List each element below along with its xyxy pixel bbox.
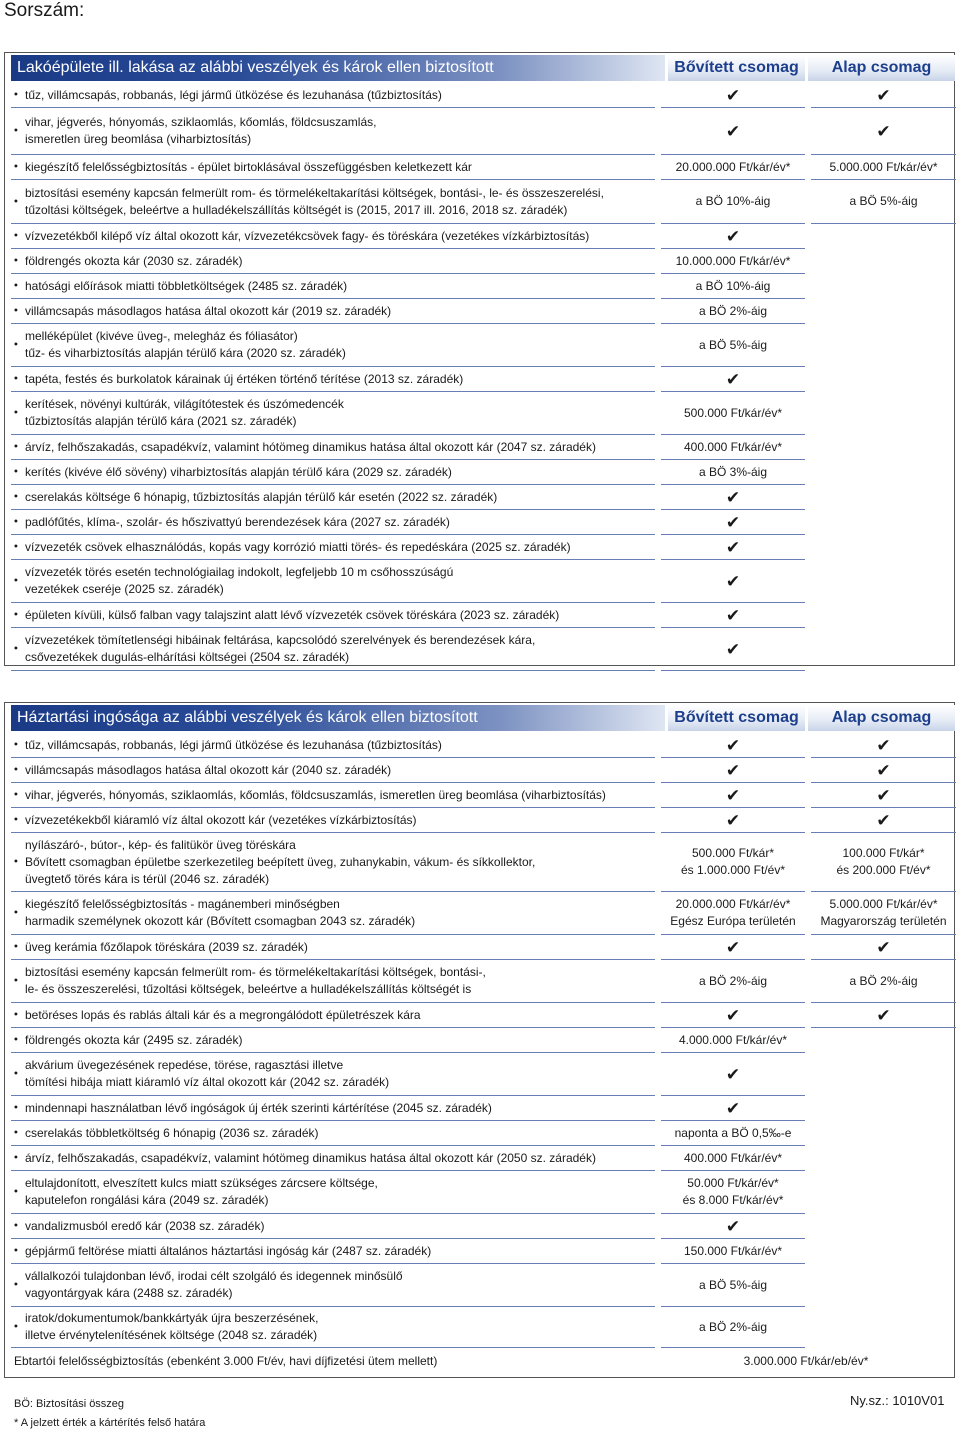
row-description	[11, 1053, 655, 1096]
cell-value: és 8.000 Ft/kár/év*	[682, 1193, 784, 1207]
cell-value: a BÖ 2%-áig	[698, 973, 768, 988]
description-line: • tapéta, festés és burkolatok kárainak új értéken történő térítése (2013 sz. záradék)	[25, 371, 464, 386]
row-description	[11, 1171, 655, 1214]
basic-cell	[811, 808, 956, 833]
building-coverage-table	[4, 52, 955, 666]
extended-cell	[661, 960, 805, 1003]
row-value: 3.000.000 Ft/kár/eb/év*	[743, 1354, 869, 1368]
row-description	[11, 510, 655, 535]
description-line: • hatósági előírások miatti többletköltségek (2485 sz. záradék)	[25, 278, 348, 293]
cell-value: a BÖ 2%-áig	[698, 303, 768, 318]
table-row	[11, 935, 951, 960]
table-row	[11, 560, 951, 603]
basic-cell	[811, 1264, 956, 1307]
basic-cell	[811, 535, 956, 560]
extended-cell	[661, 808, 805, 833]
check-icon: ✔	[876, 760, 891, 780]
extended-cell	[661, 155, 805, 180]
row-description	[11, 1239, 655, 1264]
basic-cell	[811, 1171, 956, 1214]
section-header-household: Háztartási ingósága az alábbi veszélyek és károk ellen biztosított	[11, 705, 665, 731]
cell-value: 5.000.000 Ft/kár/év*	[829, 159, 938, 174]
check-icon: ✔	[725, 487, 741, 507]
check-icon: ✔	[876, 1005, 891, 1025]
extended-cell	[661, 108, 805, 155]
extended-cell	[661, 510, 805, 535]
basic-cell	[811, 560, 956, 603]
check-icon: ✔	[725, 121, 741, 141]
basic-cell	[811, 1053, 956, 1096]
row-description	[11, 155, 655, 180]
page-title: Sorszám:	[4, 0, 85, 21]
basic-cell	[811, 1003, 956, 1028]
check-icon: ✔	[725, 810, 741, 830]
extended-cell	[661, 1264, 805, 1307]
description-line: • vízvezetékekből kiáramló víz által okozott kár (vezetékes vízkárbiztosítás)	[25, 812, 417, 827]
description-line: • iratok/dokumentumok/bankkártyák újra beszerzésének,	[25, 1311, 319, 1325]
table-row	[11, 274, 951, 299]
check-icon: ✔	[725, 1064, 741, 1084]
row-description	[11, 249, 655, 274]
table-row	[11, 758, 951, 783]
description-line: • tűz, villámcsapás, robbanás, légi jármű ütközése és lezuhanása (tűzbiztosítás)	[25, 87, 442, 102]
check-icon: ✔	[725, 639, 741, 659]
description-line: • kiegészítő felelősségbiztosítás - épület birtoklásával összefüggésben keletkezett kár	[25, 159, 472, 174]
check-icon: ✔	[725, 512, 741, 532]
extended-cell	[661, 1307, 805, 1348]
col-header-basic: Alap csomag	[808, 55, 955, 81]
row-description	[11, 892, 655, 935]
cell-value: 500.000 Ft/kár/év*	[683, 405, 783, 420]
basic-cell	[811, 1121, 956, 1146]
table-row	[11, 435, 951, 460]
row-description	[11, 628, 655, 671]
row-description	[11, 833, 655, 892]
check-icon: ✔	[725, 226, 741, 246]
description-line: • árvíz, felhőszakadás, csapadékvíz, valamint hótömeg dinamikus hatása által okozott kár (2050 sz. záradék)	[25, 1150, 596, 1165]
row-description	[11, 783, 655, 808]
cell-value: Magyarország területén	[820, 914, 947, 928]
row-description	[11, 224, 655, 249]
extended-cell	[661, 367, 805, 392]
cell-value: 500.000 Ft/kár*	[691, 846, 775, 860]
check-icon: ✔	[725, 537, 741, 557]
extended-cell	[661, 392, 805, 435]
row-description	[11, 1146, 655, 1171]
document-code: Ny.sz.: 1010V01	[850, 1393, 945, 1408]
table-row	[11, 808, 951, 833]
cell-value: 100.000 Ft/kár*	[842, 846, 925, 860]
description-line: vagyontárgyak kára (2488 sz. záradék)	[25, 1286, 233, 1300]
cell-value: 10.000.000 Ft/kár/év*	[675, 253, 791, 268]
description-line: le- és összeszerelési, tűzoltási költségek, beleértve a hulladékelszállítás költségét is	[25, 982, 472, 996]
basic-cell	[811, 180, 956, 224]
row-description	[11, 960, 655, 1003]
table-row	[11, 833, 951, 892]
description-line: tűz- és viharbiztosítás alapján térülő kára (2020 sz. záradék)	[25, 346, 346, 360]
table-row	[11, 367, 951, 392]
basic-cell	[811, 324, 956, 367]
check-icon: ✔	[876, 121, 891, 141]
description-line: Bővített csomagban épületbe szerkezetileg beépített üveg, zuhanykabin, vákum- és síkkollektor,	[25, 854, 536, 869]
check-icon: ✔	[876, 785, 891, 805]
row-description	[11, 367, 655, 392]
extended-cell	[661, 1146, 805, 1171]
basic-cell	[811, 1146, 956, 1171]
footnote-asterisk: * A jelzett érték a kártérítés felső határa	[14, 1417, 206, 1429]
description-line: üvegtető törés kára is térül (2046 sz. záradék)	[25, 871, 270, 886]
description-line: kaputelefon rongálási kára (2049 sz. záradék)	[25, 1193, 269, 1207]
row-description	[11, 83, 655, 108]
extended-cell	[661, 180, 805, 224]
check-icon: ✔	[725, 735, 741, 755]
description-line: • vízvezetékek tömítetlenségi hibáinak feltárása, kapcsolódó szerelvények és berendezések kára,	[25, 633, 536, 647]
extended-cell	[661, 1121, 805, 1146]
extended-cell	[661, 274, 805, 299]
description-line: • vandalizmusból eredő kár (2038 sz. záradék)	[25, 1218, 265, 1233]
extended-cell	[661, 733, 805, 758]
extended-cell	[661, 560, 805, 603]
extended-cell	[661, 83, 805, 108]
table-row	[11, 155, 951, 180]
description-line: • vihar, jégverés, hónyomás, sziklaomlás, kőomlás, földcsuszamlás,	[25, 115, 377, 129]
basic-cell	[811, 1307, 956, 1348]
basic-cell	[811, 299, 956, 324]
extended-cell	[661, 1053, 805, 1096]
col-header-extended: Bővített csomag	[668, 55, 805, 81]
extended-cell	[661, 892, 805, 935]
extended-cell	[661, 485, 805, 510]
cell-value: 5.000.000 Ft/kár/év*	[829, 897, 938, 911]
extended-cell	[661, 935, 805, 960]
row-description	[11, 1003, 655, 1028]
cell-value: 50.000 Ft/kár/év*	[687, 1176, 779, 1190]
row-description	[11, 1307, 655, 1348]
table-row	[11, 960, 951, 1003]
description-line: • vízvezeték törés esetén technológiailag indokolt, legfeljebb 10 m csőhosszúságú	[25, 565, 454, 579]
basic-cell	[811, 833, 956, 892]
table-row	[11, 1239, 951, 1264]
cell-value: naponta a BÖ 0,5‰-e	[674, 1125, 792, 1140]
extended-cell	[661, 224, 805, 249]
basic-cell	[811, 392, 956, 435]
table-row	[11, 249, 951, 274]
description-line: • villámcsapás másodlagos hatása által okozott kár (2040 sz. záradék)	[25, 762, 392, 777]
cell-value: és 1.000.000 Ft/év*	[680, 863, 786, 877]
dog-liability-row	[11, 1348, 951, 1374]
table-header	[11, 705, 954, 731]
basic-cell	[811, 224, 956, 249]
description-line: illetve érvénytelenítésének költsége (2048 sz. záradék)	[25, 1328, 318, 1342]
description-line: • tűz, villámcsapás, robbanás, légi jármű ütközése és lezuhanása (tűzbiztosítás)	[25, 737, 442, 752]
extended-cell	[661, 460, 805, 485]
extended-cell	[661, 603, 805, 628]
description-line: • betöréses lopás és rablás általi kár és a megrongálódott épületrészek kára	[25, 1007, 421, 1022]
cell-value: a BÖ 2%-áig	[698, 1319, 768, 1334]
description-line: • gépjármű feltörése miatti általános háztartási ingóság kár (2487 sz. záradék)	[25, 1243, 432, 1258]
table-row	[11, 783, 951, 808]
row-description	[11, 1121, 655, 1146]
check-icon: ✔	[725, 85, 741, 105]
row-description	[11, 733, 655, 758]
row-description	[11, 535, 655, 560]
basic-cell	[811, 1239, 956, 1264]
extended-cell	[661, 628, 805, 671]
cell-value: a BÖ 5%-áig	[698, 337, 768, 352]
basic-cell	[811, 367, 956, 392]
description-line: • épületen kívüli, külső falban vagy talajszint alatt lévő vízvezeték csövek töréskára (2023 sz. záradék)	[25, 607, 560, 622]
row-description	[11, 299, 655, 324]
table-row	[11, 733, 951, 758]
extended-cell	[661, 249, 805, 274]
row-description	[11, 435, 655, 460]
description-line: tűzoltási költségek, beleértve a hulladékelszállítás költségét is (2015, 2017 ill. 2016, 2018 sz. záradék)	[25, 202, 568, 217]
table-row	[11, 1307, 951, 1348]
table-row	[11, 1264, 951, 1307]
description-line: • földrengés okozta kár (2495 sz. záradék)	[25, 1032, 243, 1047]
cell-value: 20.000.000 Ft/kár/év*	[675, 159, 791, 174]
basic-cell	[811, 274, 956, 299]
table-row	[11, 1096, 951, 1121]
description-line: • vihar, jégverés, hónyomás, sziklaomlás, kőomlás, földcsuszamlás, ismeretlen üreg beomlása (viharbiztosítás)	[25, 787, 606, 802]
table-row	[11, 83, 951, 108]
extended-cell	[661, 299, 805, 324]
basic-cell	[811, 758, 956, 783]
basic-cell	[811, 108, 956, 155]
row-description	[11, 324, 655, 367]
row-description	[11, 1214, 655, 1239]
check-icon: ✔	[725, 605, 741, 625]
description-line: ismeretlen üreg beomlása (viharbiztosítás)	[25, 132, 252, 146]
table-row	[11, 460, 951, 485]
row-description	[11, 603, 655, 628]
extended-cell	[661, 1003, 805, 1028]
basic-cell	[811, 249, 956, 274]
cell-value: a BÖ 10%-áig	[695, 194, 771, 208]
cell-value: a BÖ 3%-áig	[698, 464, 768, 479]
basic-cell	[811, 435, 956, 460]
check-icon: ✔	[876, 85, 891, 105]
row-description	[11, 460, 655, 485]
extended-cell	[661, 1028, 805, 1053]
description-line: tűzbiztosítás alapján térülő kára (2021 sz. záradék)	[25, 414, 297, 428]
extended-cell	[661, 535, 805, 560]
table-row	[11, 1121, 951, 1146]
description-line: • melléképület (kivéve üveg-, melegház és fóliasátor)	[25, 329, 298, 343]
description-line: • mindennapi használatban lévő ingóságok új érték szerinti kártérítése (2045 sz. záradék)	[25, 1100, 492, 1115]
cell-value: 4.000.000 Ft/kár/év*	[678, 1032, 788, 1047]
check-icon: ✔	[725, 571, 741, 591]
description-line: • árvíz, felhőszakadás, csapadékvíz, valamint hótömeg dinamikus hatása által okozott kár (2047 sz. záradék)	[25, 439, 596, 454]
check-icon: ✔	[876, 810, 891, 830]
table-row	[11, 510, 951, 535]
basic-cell	[811, 1096, 956, 1121]
extended-cell	[661, 758, 805, 783]
basic-cell	[811, 460, 956, 485]
cell-value: és 200.000 Ft/év*	[836, 863, 931, 877]
description-line: • nyílászáró-, bútor-, kép- és falitükör üveg töréskára	[25, 837, 296, 852]
row-description	[11, 108, 655, 155]
description-line: • vízvezeték csövek elhasználódás, kopás vagy korrózió miatti törés- és repedéskára (2025 sz. záradék)	[25, 539, 571, 554]
table-row	[11, 1028, 951, 1053]
table-row	[11, 1003, 951, 1028]
footnote-bo: BÖ: Biztosítási összeg	[14, 1398, 125, 1410]
table-row	[11, 628, 951, 671]
basic-cell	[811, 628, 956, 671]
row-description	[11, 1096, 655, 1121]
cell-value: 400.000 Ft/kár/év*	[683, 439, 783, 454]
table-row	[11, 1146, 951, 1171]
description-line: • kiegészítő felelősségbiztosítás - magánemberi minőségben	[25, 897, 340, 911]
table-row	[11, 535, 951, 560]
basic-cell	[811, 485, 956, 510]
row-description	[11, 808, 655, 833]
table-row	[11, 324, 951, 367]
section-header-building: Lakóépülete ill. lakása az alábbi veszélyek és károk ellen biztosított	[11, 55, 665, 81]
check-icon: ✔	[876, 937, 891, 957]
basic-cell	[811, 510, 956, 535]
check-icon: ✔	[725, 937, 741, 957]
extended-cell	[661, 324, 805, 367]
cell-value: a BÖ 10%-áig	[695, 278, 771, 293]
extended-cell	[661, 1096, 805, 1121]
basic-cell	[811, 603, 956, 628]
row-description	[11, 758, 655, 783]
description-line: vezetékek cseréje (2025 sz. záradék)	[25, 582, 224, 596]
table-row	[11, 485, 951, 510]
extended-cell	[661, 833, 805, 892]
extended-cell	[661, 435, 805, 460]
check-icon: ✔	[876, 735, 891, 755]
check-icon: ✔	[725, 1005, 741, 1025]
row-description	[11, 560, 655, 603]
row-description	[11, 180, 655, 224]
basic-cell	[811, 155, 956, 180]
table-row	[11, 1214, 951, 1239]
description-line: • kerítés (kivéve élő sövény) viharbiztosítás alapján térülő kára (2029 sz. záradék)	[25, 464, 452, 479]
description-line: • eltulajdonított, elveszített kulcs miatt szükséges zárcsere költsége,	[25, 1176, 378, 1190]
basic-cell	[811, 960, 956, 1003]
basic-cell	[811, 935, 956, 960]
description-line: • biztosítási esemény kapcsán felmerült rom- és törmelékeltakarítási költségek, bontási-, le- és összeszerelési,	[25, 185, 604, 200]
row-description	[11, 392, 655, 435]
table-row	[11, 224, 951, 249]
row-description	[11, 485, 655, 510]
table-row	[11, 180, 951, 224]
table-row	[11, 299, 951, 324]
description-line: • vízvezetékből kilépő víz által okozott kár, vízvezetékcsövek fagy- és töréskára (vezetékes vízkárbiztosítás)	[25, 228, 590, 243]
check-icon: ✔	[725, 1216, 741, 1236]
row-description	[11, 935, 655, 960]
extended-cell	[661, 1239, 805, 1264]
description-line: • kerítések, növényi kultúrák, világítótestek és úszómedencék	[25, 397, 344, 411]
table-row	[11, 1053, 951, 1096]
col-header-extended: Bővített csomag	[668, 705, 805, 731]
description-line: • földrengés okozta kár (2030 sz. záradék)	[25, 253, 243, 268]
check-icon: ✔	[725, 1098, 741, 1118]
basic-cell	[811, 892, 956, 935]
cell-value: a BÖ 2%-áig	[849, 973, 918, 988]
row-description	[11, 274, 655, 299]
cell-value: 20.000.000 Ft/kár/év*	[675, 897, 791, 911]
household-coverage-table	[4, 702, 955, 1378]
cell-value: a BÖ 5%-áig	[698, 1277, 768, 1292]
description-line: • üveg kerámia főzőlapok töréskára (2039 sz. záradék)	[25, 939, 308, 954]
check-icon: ✔	[725, 369, 741, 389]
extended-cell	[661, 1214, 805, 1239]
description-line: • cserelakás többletköltség 6 hónapig (2036 sz. záradék)	[25, 1125, 319, 1140]
check-icon: ✔	[725, 760, 741, 780]
row-description	[11, 1028, 655, 1053]
description-line: • biztosítási esemény kapcsán felmerült rom- és törmelékeltakarítási költségek, bontási-,	[25, 965, 486, 979]
description-line: • padlófűtés, klíma-, szolár- és hőszivattyú berendezések kára (2027 sz. záradék)	[25, 514, 450, 529]
description-line: harmadik személynek okozott kár (Bővített csomagban 2043 sz. záradék)	[25, 914, 416, 928]
cell-value: 400.000 Ft/kár/év*	[683, 1150, 783, 1165]
cell-value: Egész Európa területén	[670, 914, 796, 928]
cell-value: 150.000 Ft/kár/év*	[683, 1243, 783, 1258]
table-row	[11, 108, 951, 155]
basic-cell	[811, 1214, 956, 1239]
table-row	[11, 892, 951, 935]
basic-cell	[811, 1028, 956, 1053]
description-line: • villámcsapás másodlagos hatása által okozott kár (2019 sz. záradék)	[25, 303, 392, 318]
basic-cell	[811, 733, 956, 758]
row-description	[11, 1264, 655, 1307]
cell-value: a BÖ 5%-áig	[849, 194, 918, 208]
table-header	[11, 55, 954, 81]
extended-cell	[661, 783, 805, 808]
col-header-basic: Alap csomag	[808, 705, 955, 731]
table-row	[11, 603, 951, 628]
table-row	[11, 392, 951, 435]
table-row	[11, 1171, 951, 1214]
basic-cell	[811, 83, 956, 108]
description-line: csővezetékek dugulás-elhárítási költségei (2504 sz. záradék)	[25, 650, 350, 664]
description-line: • cserelakás költsége 6 hónapig, tűzbiztosítás alapján térülő kár esetén (2022 sz. záradék)	[25, 489, 498, 504]
description-line: • vállalkozói tulajdonban lévő, irodai célt szolgáló és idegennek minősülő	[25, 1269, 403, 1283]
check-icon: ✔	[725, 785, 741, 805]
extended-cell	[661, 1171, 805, 1214]
basic-cell	[811, 783, 956, 808]
description-line: • akvárium üvegezésének repedése, törése, ragasztási illetve	[25, 1058, 344, 1072]
description-line: tömítési hibája miatt kiáramló víz által okozott kár (2042 sz. záradék)	[25, 1075, 390, 1089]
row-description: Ebtartói felelősségbiztosítás (ebenként 3.000 Ft/év, havi díjfizetési ütem mellett)	[14, 1353, 438, 1368]
